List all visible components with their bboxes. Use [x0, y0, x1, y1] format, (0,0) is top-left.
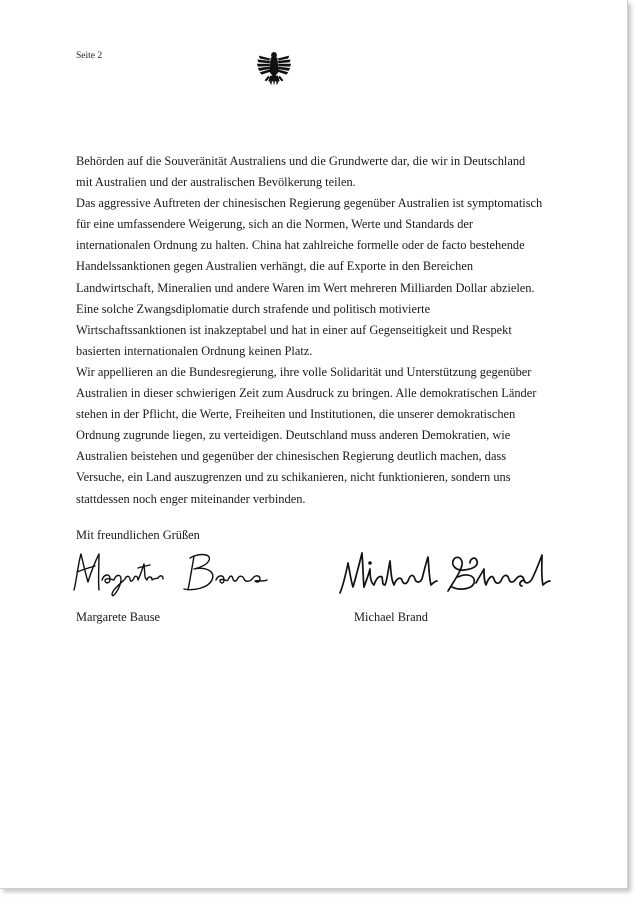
- body-line: internationalen Ordnung zu halten. China hat zahlreiche formelle oder de facto bestehende: [76, 238, 525, 253]
- body-line: basierten internationalen Ordnung keinen Platz.: [76, 343, 313, 358]
- body-line: Das aggressive Auftreten der chinesischen Regierung gegenüber Australien ist symptomatisch: [76, 196, 543, 211]
- body-line: Australien beistehen und gegenüber der chinesischen Regierung deutlich machen, dass: [76, 449, 507, 464]
- body-line: Wir appellieren an die Bundesregierung, ihre volle Solidarität und Unterstützung gegenüber: [76, 364, 532, 379]
- body-line: stehen in der Pflicht, die Werte, Freiheiten und Institutionen, die unserer demokratischen: [76, 407, 516, 422]
- body-line: Versuche, ein Land auszugrenzen und zu schikanieren, nicht funktionieren, sondern uns: [76, 470, 511, 485]
- closing-salutation: Mit freundlichen Grüßen: [76, 528, 200, 542]
- signer-name: Michael Brand: [354, 610, 428, 624]
- body-line: Handelssanktionen gegen Australien verhängt, die auf Exporte in den Bereichen: [76, 259, 474, 274]
- letter-body: [76, 151, 586, 510]
- body-line: Landwirtschaft, Mineralien und andere Waren im Wert mehreren Milliarden Dollar abzielen.: [76, 280, 535, 295]
- bundestag-eagle-icon: [255, 49, 293, 87]
- body-line: stattdessen noch enger miteinander verbinden.: [76, 491, 306, 506]
- body-line: mit Australien und der australischen Bevölkerung teilen.: [76, 175, 356, 190]
- page-number: Seite 2: [76, 51, 103, 61]
- body-line: Eine solche Zwangsdiplomatie durch strafende und politisch motivierte: [76, 301, 431, 316]
- signer-name: Margarete Bause: [76, 610, 161, 624]
- signature-michael-brand: [336, 543, 574, 601]
- body-line: für eine umfassendere Weigerung, sich an die Normen, Werte und Standards der: [76, 217, 474, 232]
- body-line: Wirtschaftssanktionen ist inakzeptabel und hat in einer auf Gegenseitigkeit und Respekt: [76, 322, 512, 337]
- body-line: Behörden auf die Souveränität Australiens und die Grundwerte dar, die wir in Deutschland: [76, 154, 526, 168]
- body-line: Australien in dieser schwierigen Zeit zum Ausdruck zu bringen. Alle demokratischen Länder: [76, 386, 537, 401]
- body-line: Ordnung zugrunde liegen, zu verteidigen. Deutschland muss anderen Demokratien, wie: [76, 428, 511, 443]
- signature-margarete-bause: [68, 542, 270, 598]
